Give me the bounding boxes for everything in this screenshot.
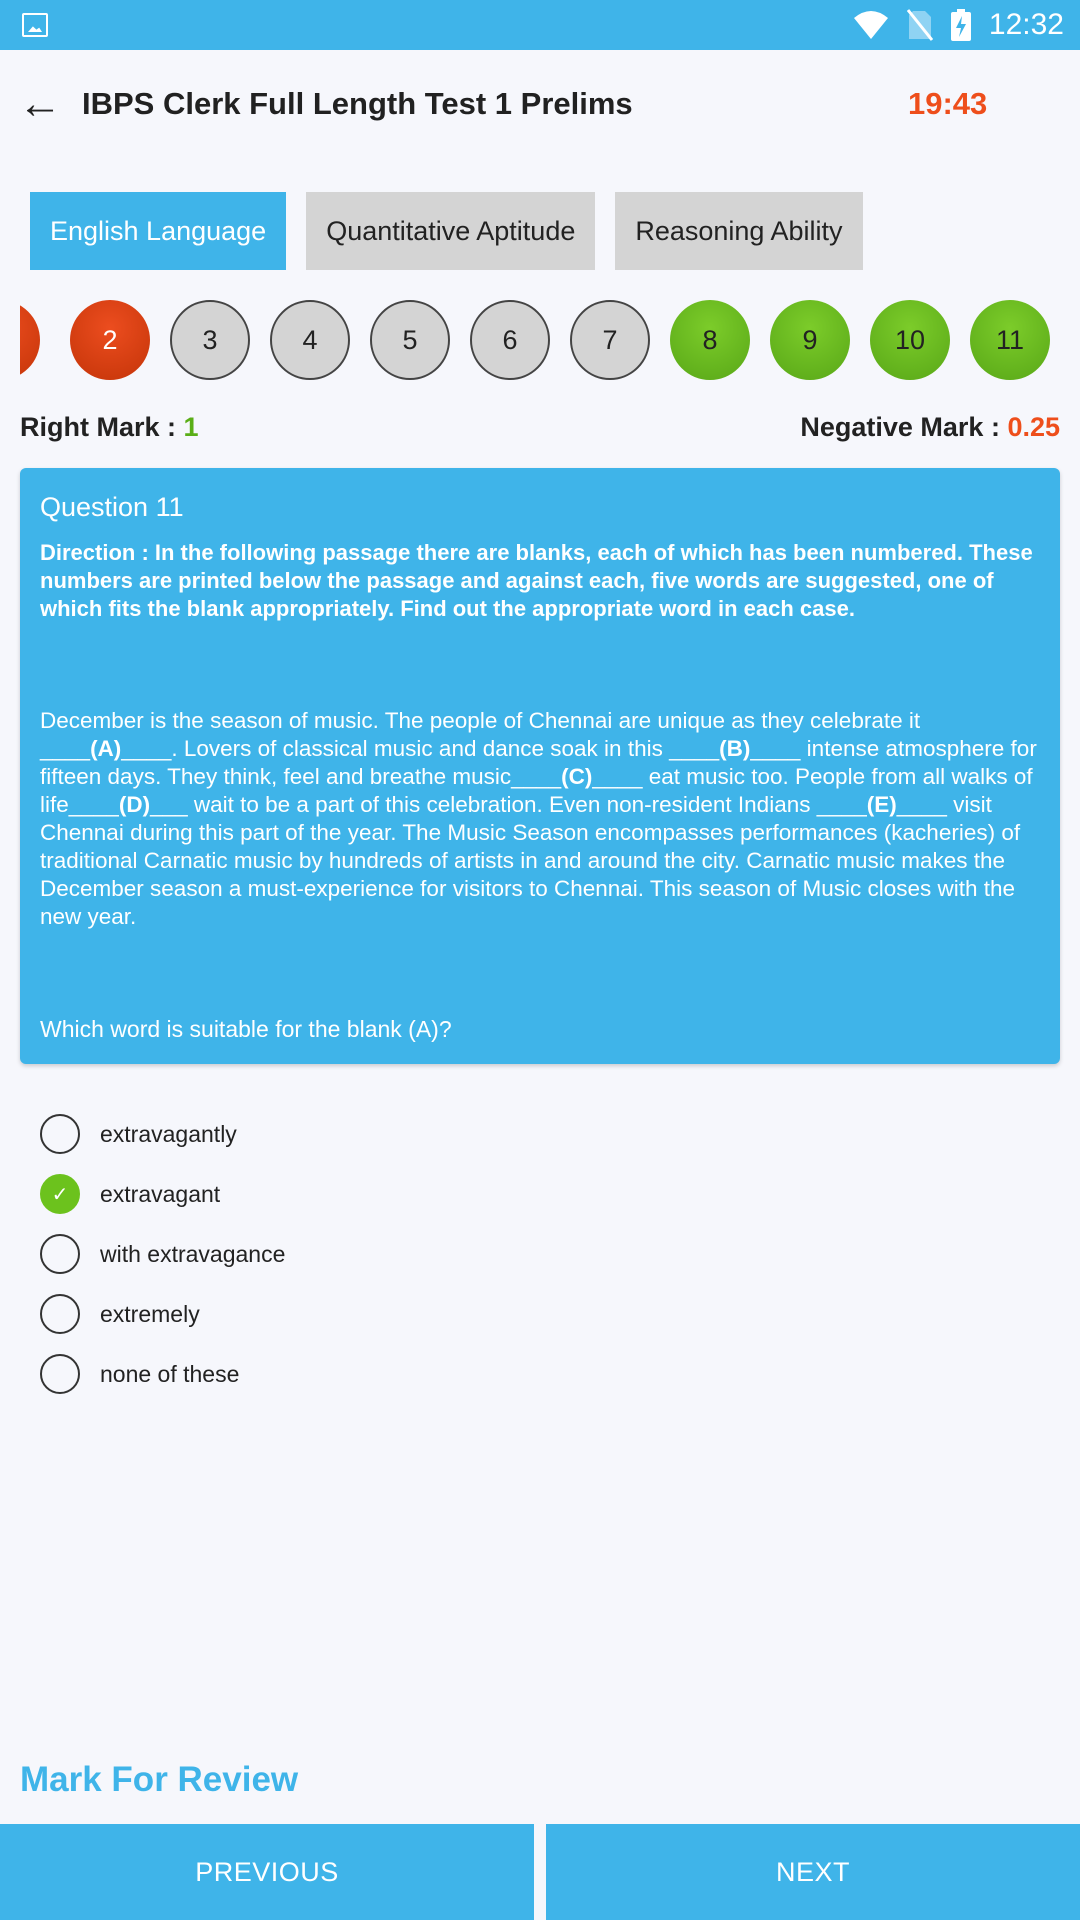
question-bubble-6[interactable]: 6 — [470, 300, 550, 380]
question-bubble-3[interactable]: 3 — [170, 300, 250, 380]
option-label: with extravagance — [100, 1240, 286, 1267]
question-direction: Direction : In the following passage there are blanks, each of which has been numbered. These numbers are printed below the passage and against each, five words are suggested, one of which fits the blank appropriately. Find out the appropriate word in each case. — [40, 540, 1033, 621]
question-bubble-4[interactable]: 4 — [270, 300, 350, 380]
option-5[interactable] — [40, 1344, 1040, 1404]
status-bar — [0, 0, 1080, 50]
gallery-icon — [22, 13, 48, 37]
answer-options — [40, 1104, 1040, 1404]
section-tabs — [30, 192, 863, 270]
option-label: extremely — [100, 1300, 200, 1327]
question-passage: December is the season of music. The people of Chennai are unique as they celebrate it ____(A)____. Lovers of classical music and dance soak in this ____(B)____ intense atmosphere for fifteen days. They think, feel and breathe music____(C)____ eat music too. People from all walks of life____(D)___ wait to be a part of this celebration. Even non-resident Indians ____(E)____ visit Chennai during this part of the year. The Music Season encompasses performances (kacheries) of traditional Carnatic music by hundreds of artists in and around the city. Carnatic music makes the December season a must-experience for visitors to Chennai. This season of Music closes with the new year. — [40, 708, 1037, 929]
app-header — [0, 50, 1080, 165]
marks-row — [20, 412, 1060, 452]
option-2[interactable] — [40, 1164, 1040, 1224]
radio-button[interactable] — [40, 1114, 80, 1154]
radio-button[interactable] — [40, 1294, 80, 1334]
tab-quantitative-aptitude[interactable]: Quantitative Aptitude — [306, 192, 595, 270]
question-bubble-5[interactable]: 5 — [370, 300, 450, 380]
radio-button-checked[interactable] — [40, 1174, 80, 1214]
option-label: extravagantly — [100, 1120, 237, 1147]
option-3[interactable] — [40, 1224, 1040, 1284]
no-sim-icon — [907, 9, 933, 41]
option-1[interactable] — [40, 1104, 1040, 1164]
question-bubble-9[interactable]: 9 — [770, 300, 850, 380]
page-title: IBPS Clerk Full Length Test 1 Prelims — [82, 86, 633, 121]
question-bubble-7[interactable]: 7 — [570, 300, 650, 380]
previous-button[interactable]: PREVIOUS — [0, 1824, 534, 1920]
question-navigator[interactable] — [20, 300, 1060, 380]
question-bubble-8[interactable]: 8 — [670, 300, 750, 380]
wifi-icon — [853, 10, 889, 40]
option-4[interactable] — [40, 1284, 1040, 1344]
option-label: none of these — [100, 1360, 240, 1387]
radio-button[interactable] — [40, 1354, 80, 1394]
question-number: Question 11 — [40, 492, 184, 522]
question-prompt: Which word is suitable for the blank (A)? — [40, 1016, 452, 1042]
question-bubble-11[interactable]: 11 — [970, 300, 1050, 380]
battery-charging-icon — [951, 9, 971, 41]
check-icon: ✓ — [51, 1183, 69, 1206]
back-arrow-icon[interactable]: ← — [18, 79, 62, 128]
mark-for-review-link[interactable]: Mark For Review — [20, 1760, 299, 1799]
negative-mark — [800, 412, 1060, 443]
bottom-nav-bar — [0, 1824, 1080, 1920]
right-mark — [20, 412, 199, 443]
right-mark-value: 1 — [183, 412, 199, 442]
status-time: 12:32 — [988, 8, 1064, 41]
option-label: extravagant — [100, 1180, 221, 1207]
question-bubble-2[interactable]: 2 — [70, 300, 150, 380]
question-bubble-1[interactable] — [20, 300, 40, 380]
right-mark-label: Right Mark : — [20, 412, 184, 442]
radio-button[interactable] — [40, 1234, 80, 1274]
question-card — [20, 468, 1060, 1064]
next-button[interactable]: NEXT — [546, 1824, 1080, 1920]
question-bubble-10[interactable]: 10 — [870, 300, 950, 380]
countdown-timer: 19:43 — [908, 86, 988, 121]
tab-reasoning-ability[interactable]: Reasoning Ability — [615, 192, 862, 270]
status-icons — [853, 8, 1064, 42]
tab-english-language[interactable]: English Language — [30, 192, 286, 270]
negative-mark-label: Negative Mark : — [800, 412, 1008, 442]
negative-mark-value: 0.25 — [1007, 412, 1060, 442]
